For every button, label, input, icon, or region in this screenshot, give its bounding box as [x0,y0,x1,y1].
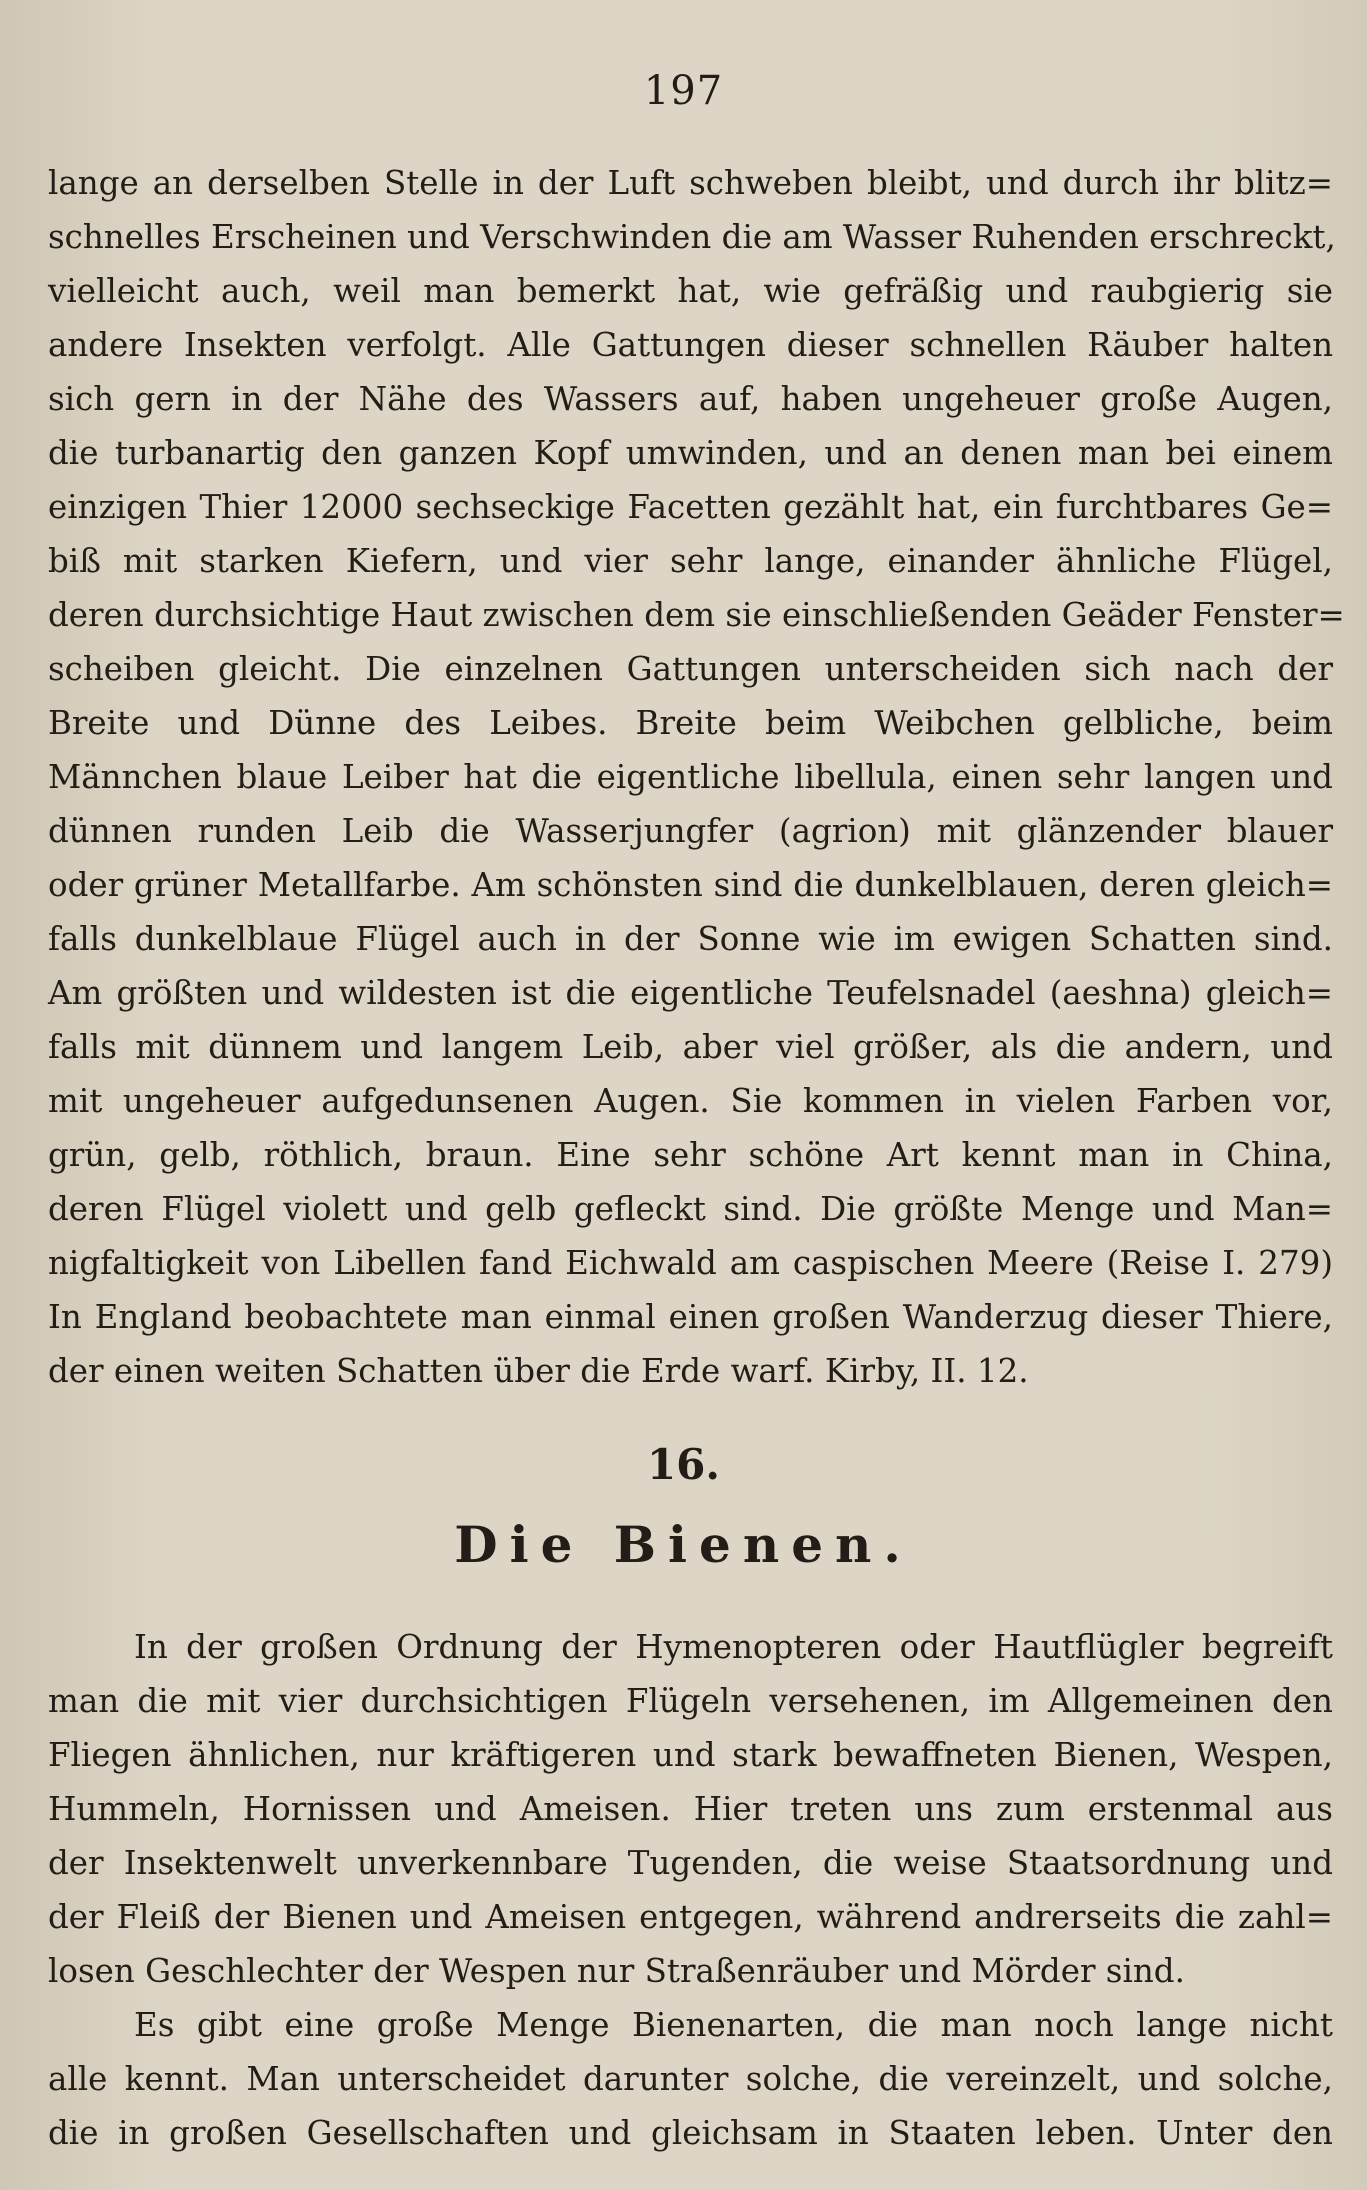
text-line: scheiben gleicht. Die einzelnen Gattungen unterscheiden sich nach der [48,650,1333,688]
text-line: grün, gelb, röthlich, braun. Eine sehr schöne Art kennt man in China, [48,1136,1333,1174]
text-line: In der großen Ordnung der Hymenopteren oder Hautflügler begreift [134,1628,1333,1666]
text-line: Hummeln, Hornissen und Ameisen. Hier treten uns zum erstenmal aus [48,1790,1333,1828]
text-line: mit ungeheuer aufgedunsenen Augen. Sie kommen in vielen Farben vor, [48,1082,1333,1120]
paragraph-continued [48,156,1345,1398]
text-line: der Fleiß der Bienen und Ameisen entgegen, während andrerseits die zahl= [48,1898,1333,1936]
text-line: oder grüner Metallfarbe. Am schönsten sind die dunkelblauen, deren gleich= [48,866,1333,904]
text-line: schnelles Erscheinen und Verschwinden die am Wasser Ruhenden erschreckt, [48,218,1336,256]
text-line: biß mit starken Kiefern, und vier sehr lange, einander ähnliche Flügel, [48,542,1333,580]
text-line: nigfaltigkeit von Libellen fand Eichwald am caspischen Meere (Reise I. 279) [48,1244,1333,1282]
text-line: vielleicht auch, weil man bemerkt hat, wie gefräßig und raubgierig sie [48,272,1333,310]
text-line: sich gern in der Nähe des Wassers auf, haben ungeheuer große Augen, [48,380,1333,418]
text-line: man die mit vier durchsichtigen Flügeln versehenen, im Allgemeinen den [48,1682,1333,1720]
text-line: andere Insekten verfolgt. Alle Gattungen dieser schnellen Räuber halten [48,326,1333,364]
section-title: Die Bienen. [454,1515,913,1574]
text-line: die in großen Gesellschaften und gleichsam in Staaten leben. Unter den [48,2114,1333,2152]
text-line: deren Flügel violett und gelb gefleckt sind. Die größte Menge und Man= [48,1190,1333,1228]
text-line: lange an derselben Stelle in der Luft schweben bleibt, und durch ihr blitz= [48,164,1333,202]
text-line: die turbanartig den ganzen Kopf umwinden, und an denen man bei einem [48,434,1333,472]
section-number: 16. [646,1440,721,1489]
page-number: 197 [643,68,724,114]
text-line: einzigen Thier 12000 sechseckige Facetten gezählt hat, ein furchtbares Ge= [48,488,1333,526]
text-line: der Insektenwelt unverkennbare Tugenden, die weise Staatsordnung und [48,1844,1333,1882]
text-line: deren durchsichtige Haut zwischen dem sie einschließenden Geäder Fenster= [48,596,1345,634]
text-line: dünnen runden Leib die Wasserjungfer (agrion) mit glänzender blauer [48,812,1333,850]
text-line: der einen weiten Schatten über die Erde warf. Kirby, II. 12. [48,1352,1029,1390]
text-line: Es gibt eine große Menge Bienenarten, die man noch lange nicht [134,2006,1333,2044]
text-line: alle kennt. Man unterscheidet darunter solche, die vereinzelt, und solche, [48,2060,1333,2098]
text-line: Fliegen ähnlichen, nur kräftigeren und stark bewaffneten Bienen, Wespen, [48,1736,1333,1774]
text-line: In England beobachtete man einmal einen großen Wanderzug dieser Thiere, [48,1298,1333,1336]
section-body [48,1620,1333,2160]
text-line: falls dunkelblaue Flügel auch in der Sonne wie im ewigen Schatten sind. [48,920,1333,958]
text-line: Breite und Dünne des Leibes. Breite beim Weibchen gelbliche, beim [48,704,1333,742]
text-line: falls mit dünnem und langem Leib, aber viel größer, als die andern, und [48,1028,1333,1066]
text-line: Am größten und wildesten ist die eigentliche Teufelsnadel (aeshna) gleich= [48,974,1333,1012]
text-line: losen Geschlechter der Wespen nur Straßenräuber und Mörder sind. [48,1952,1185,1990]
text-line: Männchen blaue Leiber hat die eigentliche libellula, einen sehr langen und [48,758,1333,796]
